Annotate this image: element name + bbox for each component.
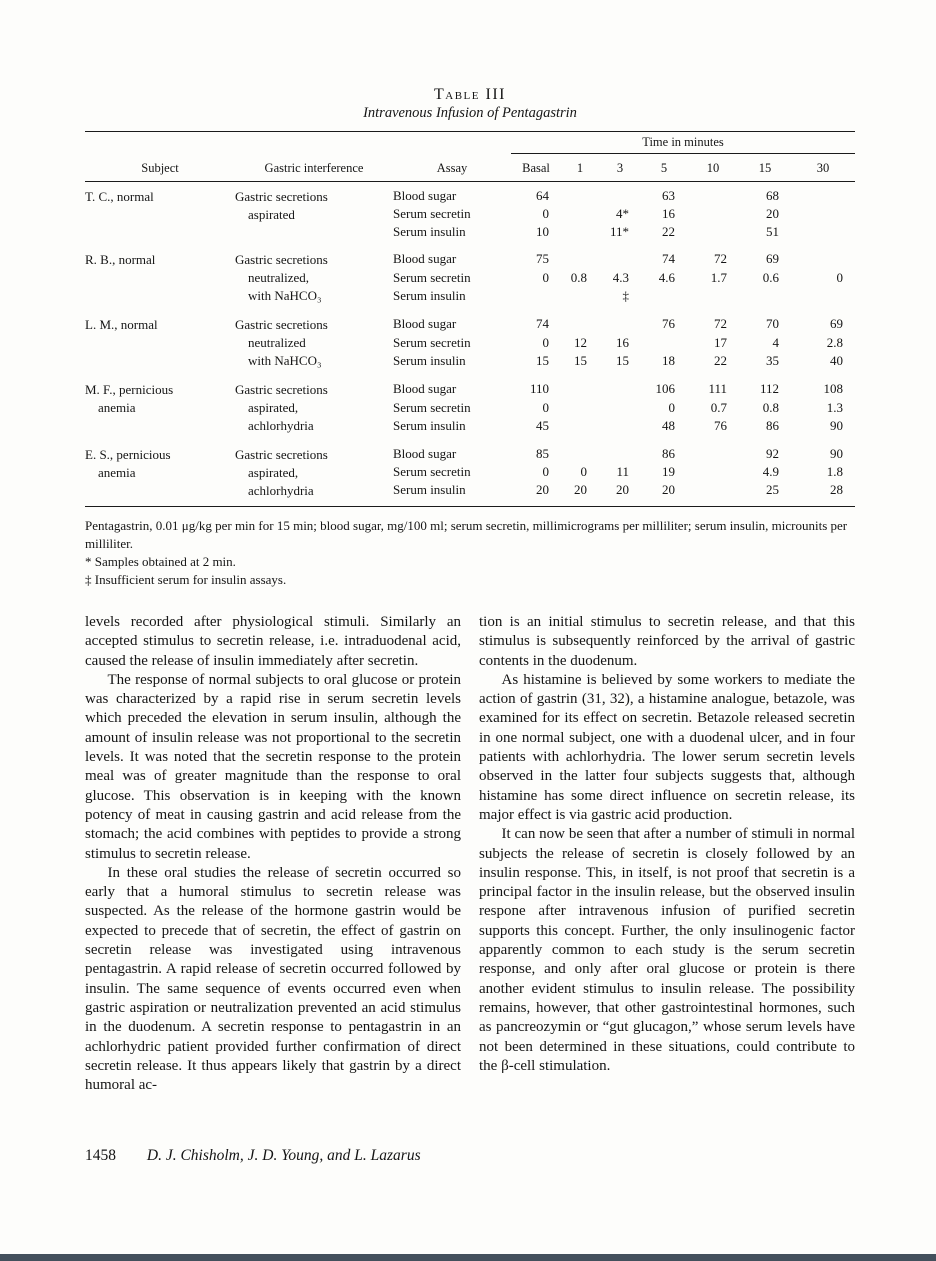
value-cell <box>599 306 641 334</box>
value-cell: 72 <box>714 251 727 266</box>
col-header-basal: Basal <box>511 154 561 182</box>
value-cell: 17 <box>714 334 727 350</box>
value-cell: 2.8 <box>826 334 843 350</box>
value-cell: 76 <box>714 418 727 434</box>
scan-edge-artifact <box>0 1254 936 1261</box>
table-subtitle: Intravenous Infusion of Pentagastrin <box>363 105 577 121</box>
value-cell: 25 <box>766 482 779 497</box>
paragraph: The response of normal subjects to oral glucose or protein was characterized by a rapid rise in serum secretin levels which preceded the elevation in serum insulin, although the amount of insulin release was not proportional to the secretin levels. It was noted that the secretin response to the protein meal was of greater magnitude than the response to oral glucose. This observation is in keeping with the known potency of meat in causing gastrin and acid release from the stomach; the acid combines with peptides to provide a strong stimulus to secretin release. <box>85 671 461 862</box>
interference-cell: Gastric secretions aspirated, achlorhydria <box>235 447 328 498</box>
value-cell: 74 <box>536 316 549 331</box>
value-cell: 108 <box>823 381 843 396</box>
value-cell <box>687 182 739 206</box>
value-cell <box>561 306 599 334</box>
value-cell <box>641 287 687 306</box>
value-cell <box>687 436 739 463</box>
pentagastrin-table <box>85 131 855 507</box>
interference-cell: Gastric secretions aspirated, achlorhydria <box>235 382 328 433</box>
assay-row <box>85 371 855 399</box>
value-cell: 4.6 <box>658 269 675 285</box>
value-cell <box>561 417 599 436</box>
assay-cell: Serum insulin <box>393 224 466 239</box>
value-cell <box>687 463 739 481</box>
value-cell <box>599 241 641 269</box>
col-header-5: 5 <box>641 154 687 182</box>
article-body <box>85 613 855 1095</box>
value-cell: ‡ <box>622 288 629 304</box>
value-cell <box>511 287 561 306</box>
col-header-15: 15 <box>739 154 791 182</box>
value-cell: 63 <box>662 188 675 203</box>
value-cell: 4.9 <box>762 464 779 479</box>
table-title: Table III <box>434 86 506 103</box>
value-cell: 0 <box>542 269 549 285</box>
running-authors: D. J. Chisholm, J. D. Young, and L. Lazarus <box>146 1147 421 1164</box>
value-cell: 69 <box>830 316 843 331</box>
value-cell: 0 <box>542 464 549 479</box>
value-cell: 15 <box>574 353 587 369</box>
value-cell: 40 <box>830 353 843 369</box>
value-cell: 75 <box>536 251 549 266</box>
value-cell: 0.8 <box>570 269 587 285</box>
value-cell <box>791 205 855 223</box>
value-cell: 4* <box>616 206 629 221</box>
value-cell <box>791 287 855 306</box>
value-cell: 12 <box>574 334 587 350</box>
paragraph: It can now be seen that after a number of stimuli in normal subjects the release of secretin is closely followed by an insulin response. This, in itself, is not proof that secretin is a principal factor in the insulin release, but the observed insulin respone after intravenous infusion of purified secretin supports this concept. Further, the only insulinogenic factor apparently common to each study is the serum secretin response, and only after oral glucose or protein is there another evident stimulus to insulin release. The possibility remains, however, that other gastrointestinal hormones, such as pancreozymin or “gut glucagon,” whose serum levels have not been determined in these situations, could contribute to the β-cell stimulation. <box>479 826 855 1074</box>
table-body <box>85 182 855 507</box>
assay-row <box>85 436 855 463</box>
value-cell: 72 <box>714 316 727 331</box>
value-cell: 90 <box>830 446 843 461</box>
value-cell <box>687 481 739 507</box>
value-cell: 4.3 <box>612 269 629 285</box>
value-cell: 64 <box>536 188 549 203</box>
value-cell: 1.8 <box>826 464 843 479</box>
value-cell: 1.3 <box>826 399 843 415</box>
col-header-10: 10 <box>687 154 739 182</box>
value-cell: 106 <box>655 381 675 396</box>
subject-cell: T. C., normal <box>85 189 154 204</box>
value-cell <box>599 371 641 399</box>
subject-cell: M. F., pernicious anemia <box>85 382 174 415</box>
subject-cell: R. B., normal <box>85 252 156 267</box>
paragraph: As histamine is believed by some workers to mediate the action of gastrin (31, 32), a histamine analogue, betazole, was examined for its effect on secretin. Betazole released secretin in one normal subject, one with a duodenal ulcer, and in four patients with achlorhydria. The lower serum secretin levels observed in the latter four subjects suggests that, although histamine has some direct influence on secretin release, its major effect is via gastric acid production. <box>479 671 855 823</box>
col-header-gastric-interference: Gastric interference <box>235 154 393 182</box>
value-cell <box>561 223 599 241</box>
value-cell <box>599 182 641 206</box>
blank-header <box>85 132 511 154</box>
assay-row <box>85 306 855 334</box>
value-cell: 0.7 <box>710 399 727 415</box>
value-cell: 112 <box>759 381 779 396</box>
value-cell: 70 <box>766 316 779 331</box>
assay-row <box>85 241 855 269</box>
value-cell: 15 <box>616 353 629 369</box>
value-cell <box>561 371 599 399</box>
value-cell: 0.8 <box>762 399 779 415</box>
interference-cell: Gastric secretions neutralized, with NaHCO₃ <box>235 252 328 303</box>
value-cell: 16 <box>616 334 629 350</box>
value-cell: 22 <box>662 224 675 239</box>
value-cell <box>687 205 739 223</box>
value-cell: 35 <box>766 353 779 369</box>
value-cell: 28 <box>830 482 843 497</box>
value-cell <box>599 417 641 436</box>
value-cell <box>561 436 599 463</box>
assay-cell: Blood sugar <box>393 446 457 461</box>
value-cell: 22 <box>714 353 727 369</box>
right-column <box>479 613 855 1095</box>
value-cell <box>791 182 855 206</box>
interference-cell: Gastric secretions neutralized with NaHCO₃ <box>235 317 328 368</box>
value-cell: 90 <box>830 418 843 434</box>
interference-cell: Gastric secretions aspirated <box>235 189 328 222</box>
column-header-row <box>85 154 855 182</box>
value-cell: 74 <box>662 251 675 266</box>
value-cell: 48 <box>662 418 675 434</box>
assay-cell: Serum secretin <box>393 399 471 415</box>
value-cell: 16 <box>662 206 675 221</box>
assay-row <box>85 182 855 206</box>
value-cell: 110 <box>529 381 549 396</box>
footnote-double-dagger: ‡ Insufficient serum for insulin assays. <box>85 572 287 587</box>
time-header-row <box>85 132 855 154</box>
value-cell <box>561 399 599 418</box>
assay-cell: Serum secretin <box>393 464 471 479</box>
subject-cell: E. S., pernicious anemia <box>85 447 171 480</box>
value-cell: 20 <box>574 482 587 497</box>
value-cell: 68 <box>766 188 779 203</box>
assay-cell: Serum secretin <box>393 206 471 221</box>
value-cell: 0 <box>668 399 675 415</box>
value-cell <box>561 287 599 306</box>
value-cell: 20 <box>536 482 549 497</box>
value-cell: 4 <box>772 334 779 350</box>
subject-cell: L. M., normal <box>85 317 158 332</box>
col-header-subject: Subject <box>85 154 235 182</box>
page-footer <box>85 1147 421 1165</box>
value-cell: 19 <box>662 464 675 479</box>
value-cell: 0.6 <box>762 269 779 285</box>
value-cell <box>641 334 687 353</box>
footnote-units: Pentagastrin, 0.01 μg/kg per min for 15 min; blood sugar, mg/100 ml; serum secretin, millimicrograms per milliliter; serum insulin, microunits per milliliter. <box>85 518 848 551</box>
paragraph: In these oral studies the release of secretin occurred so early that a humoral stimulus to secretin release was suspected. As the release of the hormone gastrin would be expected to precede that of secretin, the effect of gastrin on secretin release was investigated using intravenous pentagastrin. A rapid release of secretin occurred followed by insulin. The same sequence of events occurred even when gastric aspiration or neutralization prevented an acid stimulus in the duodenum. A secretin response to pentagastrin in an achlorhydric patient provided further confirmation of direct secretin release. It thus appears likely that gastrin by a direct humoral ac- <box>85 864 461 1094</box>
value-cell: 11 <box>616 464 629 479</box>
col-header-assay: Assay <box>393 154 511 182</box>
col-header-30: 30 <box>791 154 855 182</box>
assay-cell: Serum insulin <box>393 418 466 434</box>
assay-cell: Serum insulin <box>393 288 466 304</box>
assay-cell: Serum insulin <box>393 482 466 497</box>
assay-cell: Blood sugar <box>393 381 457 396</box>
value-cell <box>561 182 599 206</box>
value-cell <box>599 399 641 418</box>
left-column <box>85 613 461 1095</box>
value-cell: 86 <box>662 446 675 461</box>
value-cell <box>791 241 855 269</box>
value-cell: 76 <box>662 316 675 331</box>
value-cell: 0 <box>580 464 587 479</box>
assay-cell: Blood sugar <box>393 188 457 203</box>
value-cell <box>687 223 739 241</box>
value-cell <box>599 436 641 463</box>
value-cell: 85 <box>536 446 549 461</box>
value-cell <box>561 205 599 223</box>
value-cell: 69 <box>766 251 779 266</box>
value-cell: 20 <box>662 482 675 497</box>
value-cell: 20 <box>616 482 629 497</box>
value-cell: 45 <box>536 418 549 434</box>
value-cell <box>687 287 739 306</box>
value-cell: 92 <box>766 446 779 461</box>
value-cell: 1.7 <box>710 269 727 285</box>
footnote-asterisk: * Samples obtained at 2 min. <box>85 554 236 569</box>
value-cell <box>791 223 855 241</box>
time-in-minutes-header: Time in minutes <box>511 132 855 154</box>
paragraph: levels recorded after physiological stimuli. Similarly an accepted stimulus to secretin release, i.e. intraduodenal acid, caused the release of insulin immediately after secretin. <box>85 614 461 669</box>
value-cell: 0 <box>542 399 549 415</box>
table-footnotes <box>85 517 855 589</box>
value-cell: 51 <box>766 224 779 239</box>
value-cell: 20 <box>766 206 779 221</box>
value-cell: 11* <box>609 224 629 239</box>
value-cell: 0 <box>542 206 549 221</box>
value-cell: 18 <box>662 353 675 369</box>
value-cell <box>739 287 791 306</box>
value-cell <box>561 241 599 269</box>
page-number: 1458 <box>85 1147 116 1164</box>
assay-cell: Serum secretin <box>393 334 471 350</box>
assay-cell: Blood sugar <box>393 251 457 266</box>
col-header-1: 1 <box>561 154 599 182</box>
assay-cell: Blood sugar <box>393 316 457 331</box>
assay-cell: Serum secretin <box>393 269 471 285</box>
col-header-3: 3 <box>599 154 641 182</box>
value-cell: 10 <box>536 224 549 239</box>
value-cell: 86 <box>766 418 779 434</box>
assay-cell: Serum insulin <box>393 353 466 369</box>
value-cell: 111 <box>708 381 727 396</box>
value-cell: 0 <box>836 269 843 285</box>
value-cell: 15 <box>536 353 549 369</box>
paragraph: tion is an initial stimulus to secretin release, and that this stimulus is subsequently reinforced by the arrival of gastric contents in the duodenum. <box>479 614 855 669</box>
value-cell: 0 <box>542 334 549 350</box>
